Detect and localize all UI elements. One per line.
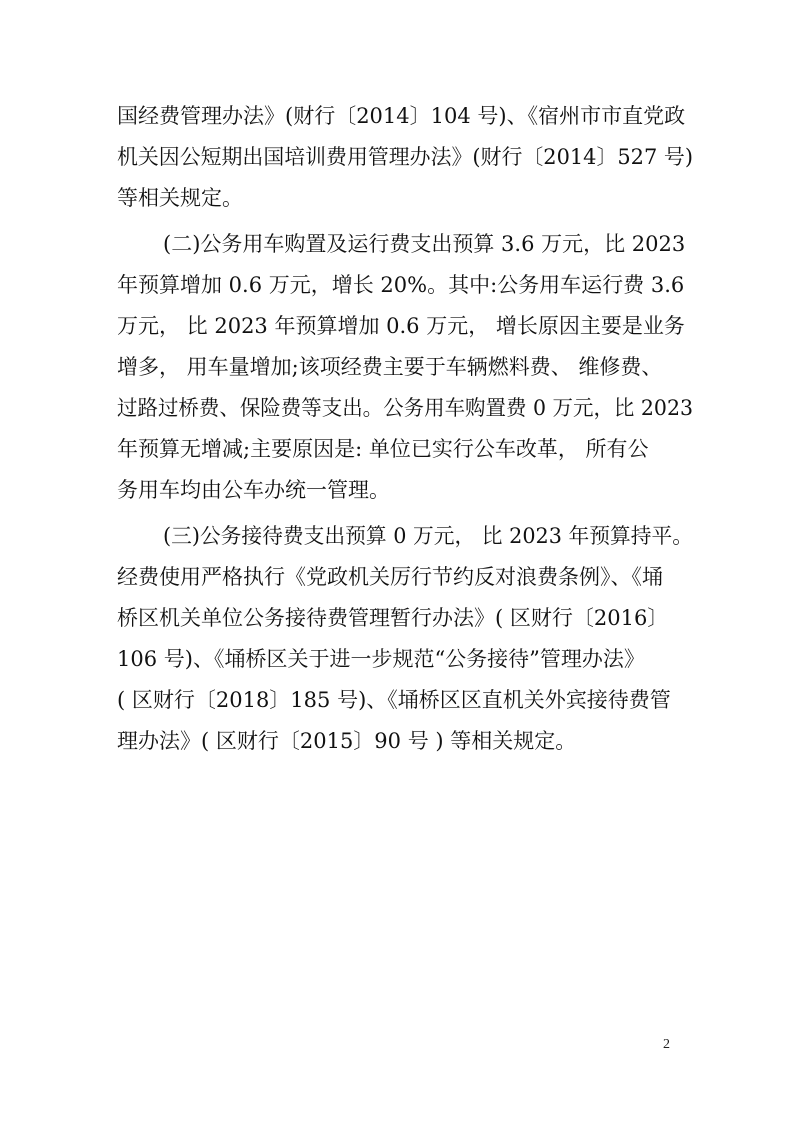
paragraph-start-line: (二)公务用车购置及运行费支出预算 3.6 万元，比 2023	[163, 232, 686, 256]
text-line: 106 号)、《埇桥区关于进一步规范“公务接待”管理办法》	[117, 647, 645, 671]
page-number: 2	[663, 1037, 670, 1052]
text-line: ( 区财行〔2018〕185 号)、《埇桥区区直机关外宾接待费管	[117, 688, 671, 712]
paragraph-start-line: (三)公务接待费支出预算 0 万元， 比 2023 年预算持平。	[163, 524, 693, 548]
text-line: 桥区机关单位公务接待费管理暂行办法》( 区财行〔2016〕	[117, 606, 669, 630]
text-line: 务用车均由公车办统一管理。	[117, 478, 390, 502]
text-line: 年预算增加 0.6 万元，增长 20%。其中:公务用车运行费 3.6	[117, 273, 685, 297]
text-line: 年预算无增减;主要原因是: 单位已实行公车改革， 所有公	[117, 437, 649, 461]
text-line: 增多， 用车量增加;该项经费主要于车辆燃料费、 维修费、	[117, 355, 663, 379]
text-line: 等相关规定。	[117, 186, 243, 210]
text-line: 国经费管理办法》(财行〔2014〕104 号)、《宿州市市直党政	[117, 104, 686, 128]
text-line: 机关因公短期出国培训费用管理办法》(财行〔2014〕527 号)	[117, 145, 693, 169]
text-line: 理办法》( 区财行〔2015〕90 号 ) 等相关规定。	[117, 729, 577, 753]
text-line: 经费使用严格执行《党政机关厉行节约反对浪费条例》、《埇	[117, 565, 663, 589]
text-line: 万元， 比 2023 年预算增加 0.6 万元， 增长原因主要是业务	[117, 314, 685, 338]
text-line: 过路过桥费、保险费等支出。公务用车购置费 0 万元，比 2023	[117, 396, 693, 420]
